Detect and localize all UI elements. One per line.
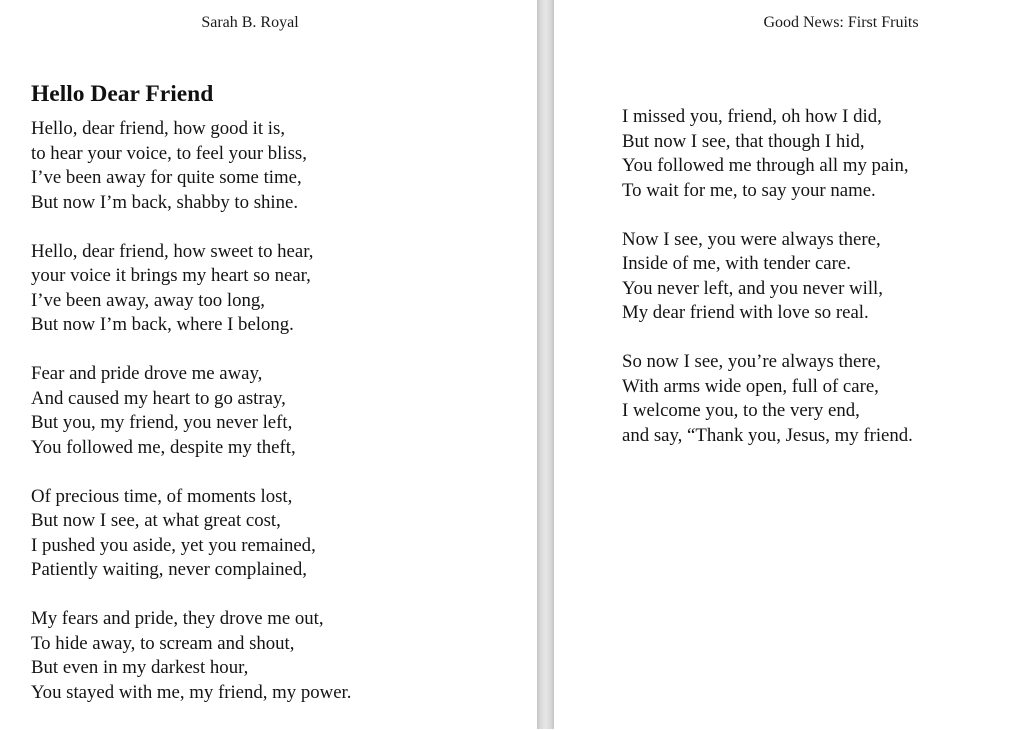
verse-line: Patiently waiting, never complained, [31,559,307,580]
verse-line: Now I see, you were always there, [622,228,881,250]
verse-line: But now I’m back, where I belong. [31,314,294,335]
verse-line: But now I see, that though I hid, [622,130,865,152]
verse-line: I missed you, friend, oh how I did, [622,106,882,127]
verse-line: I’ve been away, away too long, [31,289,265,311]
verse-line: and say, “Thank you, Jesus, my friend. [622,424,913,446]
verse-line: to hear your voice, to feel your bliss, [31,142,307,164]
running-head-author: Sarah B. Royal [201,14,299,31]
verse-line: I welcome you, to the very end, [622,400,860,421]
verse-line: But you, my friend, you never left, [31,412,293,433]
verse-line: But even in my darkest hour, [31,657,249,678]
stanza [622,350,913,448]
verse-line: So now I see, you’re always there, [622,351,881,372]
right-page [554,0,1010,729]
verse-line: I pushed you aside, yet you remained, [31,534,316,556]
verse-line: You followed me, despite my theft, [31,436,296,458]
verse-line: your voice it brings my heart so near, [31,265,311,286]
running-head-book-title: Good News: First Fruits [763,14,919,31]
poem-body-right [622,105,913,473]
verse-line: Of precious time, of moments lost, [31,485,293,507]
stanza [622,105,913,203]
verse-line: To wait for me, to say your name. [622,179,876,201]
verse-line: Fear and pride drove me away, [31,363,263,384]
stanza [31,607,351,705]
verse-line: My dear friend with love so real. [622,302,869,323]
page-gutter [537,0,554,729]
verse-line: With arms wide open, full of care, [622,375,879,397]
verse-line: You followed me through all my pain, [622,155,909,176]
verse-line: And caused my heart to go astray, [31,387,286,409]
verse-line: But now I’m back, shabby to shine. [31,191,299,213]
stanza [31,362,351,460]
verse-line: Inside of me, with tender care. [622,253,851,274]
stanza [31,117,351,215]
stanza [622,228,913,326]
verse-line: Hello, dear friend, how sweet to hear, [31,240,314,262]
poem-body-left [31,117,351,730]
verse-line: Hello, dear friend, how good it is, [31,118,286,139]
verse-line: You never left, and you never will, [622,277,883,299]
stanza [31,485,351,583]
verse-line: To hide away, to scream and shout, [31,632,295,654]
verse-line: My fears and pride, they drove me out, [31,608,324,629]
stanza [31,240,351,338]
verse-line: I’ve been away for quite some time, [31,167,302,188]
verse-line: But now I see, at what great cost, [31,510,281,531]
verse-line: You stayed with me, my friend, my power. [31,681,352,703]
poem-title: Hello Dear Friend [31,81,214,107]
